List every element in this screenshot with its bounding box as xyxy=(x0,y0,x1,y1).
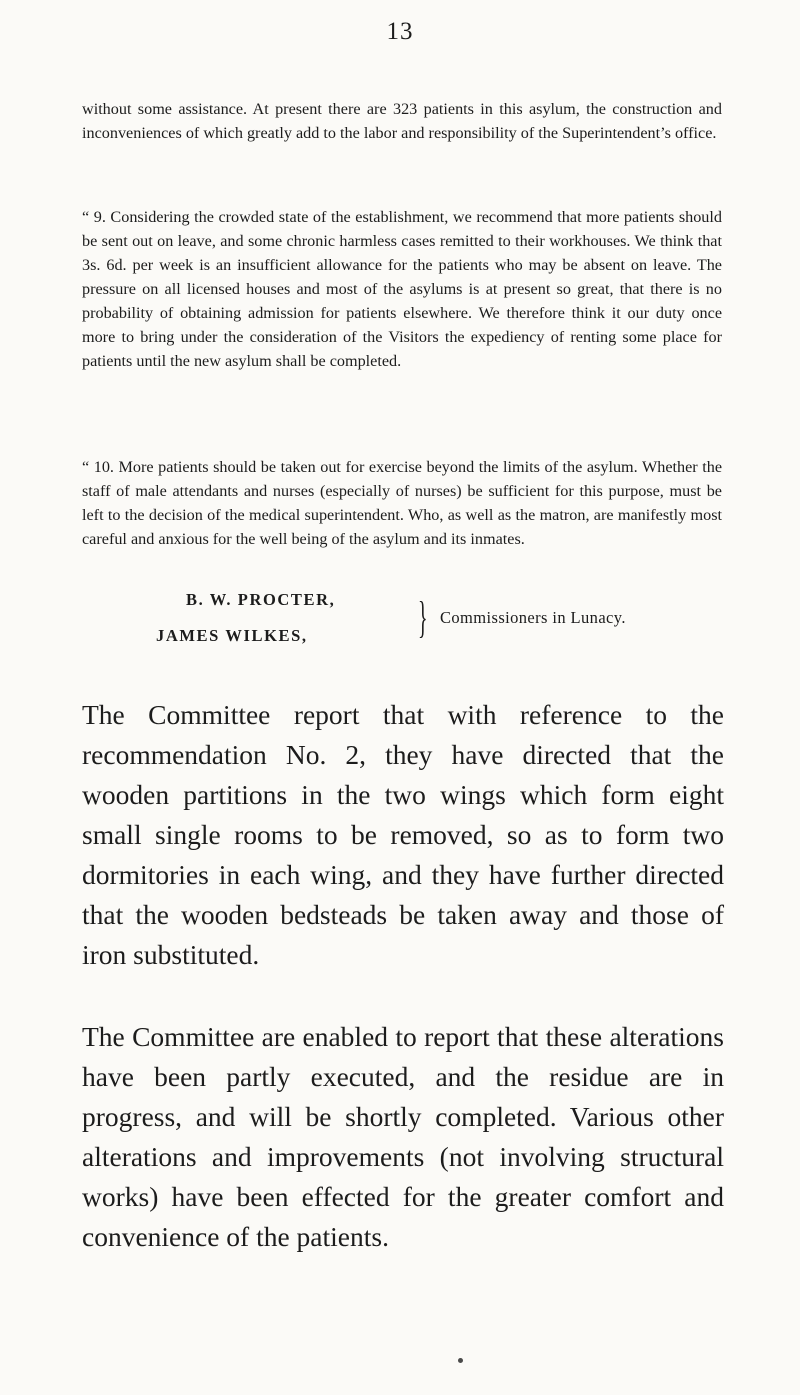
signature-brace: } xyxy=(418,593,428,642)
committee-paragraph-1 xyxy=(82,695,724,975)
report-item-10-paragraph xyxy=(82,455,722,551)
committee-paragraph-2-text: The Committee are enabled to report that these alterations have been partly executed, and the residue are in progress, and will be shortly completed. Various other alterations and improvements (not involving structural works) have been effected for the greater comfort and convenience of the patients. xyxy=(82,1021,724,1252)
page-speck xyxy=(458,1358,463,1363)
signatory-name-wilkes: JAMES WILKES, xyxy=(156,626,308,645)
report-item-9-text: “ 9. Considering the crowded state of the establishment, we recommend that more patients should be sent out on leave, and some chronic harmless cases remitted to their workhouses. We think that 3s. 6d. per week is an insufficient allowance for the patients who may be absent on leave. The pressure on all licensed houses and most of the asylums is at present so great, that there is no probability of obtaining admission for patients elsewhere. We therefore think it our duty once more to bring under the consideration of the Visitors the expediency of renting some place for patients until the new asylum shall be completed. xyxy=(82,208,722,370)
committee-paragraph-1-text: The Committee report that with reference to the recommendation No. 2, they have directed that the wooden partitions in the two wings which form eight small single rooms to be removed, so as to form two dormitories in each wing, and they have further directed that the wooden bedsteads be taken away and those of iron substituted. xyxy=(82,699,724,970)
report-intro-paragraph xyxy=(82,97,722,145)
signature-block xyxy=(156,590,736,670)
signatory-name-procter: B. W. PROCTER, xyxy=(186,590,336,609)
report-intro-text: without some assistance. At present there are 323 patients in this asylum, the construction and inconveniences of which greatly add to the labor and responsibility of the Superintendent’s office. xyxy=(82,100,722,142)
report-item-9-paragraph xyxy=(82,205,722,373)
page-number: 13 xyxy=(386,18,414,45)
signatory-role: Commissioners in Lunacy. xyxy=(440,608,626,627)
report-item-10-text: “ 10. More patients should be taken out for exercise beyond the limits of the asylum. Whether the staff of male attendants and nurses (especially of nurses) be sufficient for this purpose, must be left to the decision of the medical superintendent. Who, as well as the matron, are manifestly most careful and anxious for the well being of the asylum and its inmates. xyxy=(82,458,722,548)
committee-paragraph-2 xyxy=(82,1017,724,1257)
